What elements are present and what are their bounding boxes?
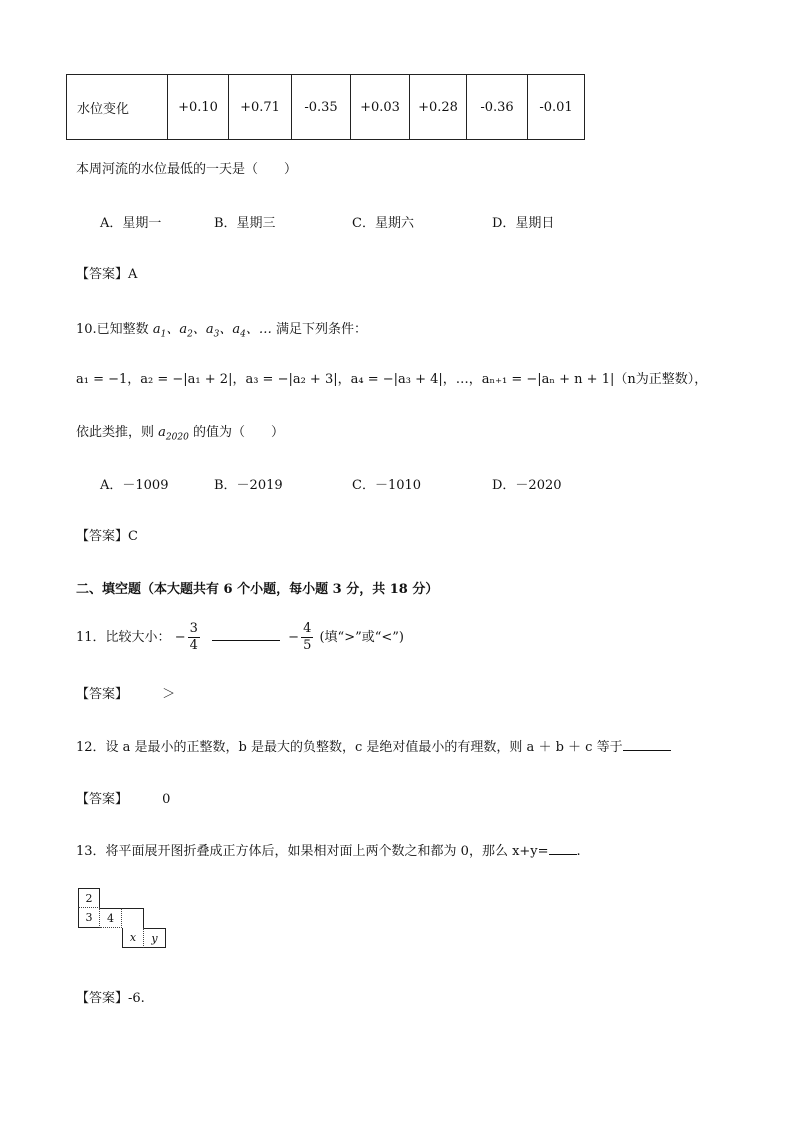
q10-line3	[76, 421, 284, 443]
q11-prefix: 11．比较大小：	[76, 630, 171, 645]
q13-stem-end: .	[576, 844, 581, 859]
q12-answer	[76, 788, 170, 807]
q12-stem	[76, 736, 671, 755]
answer-blank[interactable]	[212, 640, 280, 641]
q11-suffix: (填“>”或“<”)	[319, 630, 404, 645]
q9-stem: 本周河流的水位最低的一天是（ ）	[76, 162, 298, 177]
net-cell: y	[144, 928, 166, 948]
net-cell: 2	[78, 888, 100, 908]
table-cell: +0.03	[351, 75, 410, 140]
q10-line3-prefix: 依此类推，则	[76, 425, 155, 440]
table-cell: -0.35	[292, 75, 351, 140]
q9-option-c: C．星期六	[352, 216, 414, 231]
fraction-denominator: 4	[189, 638, 198, 653]
q9-option-d: D．星期日	[492, 216, 555, 231]
q10-option-d: D．－2020	[492, 478, 562, 493]
fraction-numerator: 4	[303, 621, 312, 636]
q10-option-b: B．－2019	[214, 478, 283, 493]
answer-value: ＞	[162, 687, 176, 702]
net-cell: 4	[100, 908, 122, 928]
answer-label: 【答案】	[76, 792, 129, 807]
table-cell: +0.28	[410, 75, 467, 140]
water-level-table	[66, 74, 585, 140]
minus-sign: −	[288, 630, 300, 645]
table-cell: +0.10	[168, 75, 229, 140]
q10-formula: a₁ = −1，a₂ = −|a₁ + 2|，a₃ = −|a₂ + 3|，a₄ = −|a₃ + 4|，…，aₙ₊₁ = −|aₙ + n + 1|（n为正整数），	[76, 372, 708, 387]
q11-answer	[76, 683, 175, 702]
fraction-4-5	[301, 621, 313, 654]
table-cell: -0.36	[467, 75, 528, 140]
answer-value: 0	[162, 792, 171, 807]
net-cell: 3	[78, 908, 100, 928]
minus-sign: −	[174, 630, 186, 645]
fraction-denominator: 5	[303, 638, 312, 653]
answer-blank[interactable]	[549, 854, 577, 855]
cube-net-diagram	[78, 888, 178, 954]
q10-option-c: C．－1010	[352, 478, 422, 493]
net-cell	[122, 908, 144, 928]
q12-stem-text: 12．设 a 是最小的正整数，b 是最大的负整数，c 是绝对值最小的有理数，则 a ＋ b ＋ c 等于	[76, 740, 623, 755]
q10-option-a: A．－1009	[100, 478, 169, 493]
q9-option-b: B．星期三	[214, 216, 276, 231]
table-cell: -0.01	[528, 75, 585, 140]
fraction-numerator: 3	[189, 621, 198, 636]
net-cell: x	[122, 928, 144, 948]
q13-stem	[76, 840, 581, 859]
q10-stem	[76, 318, 367, 340]
q10-stem-suffix: 满足下列条件：	[275, 322, 367, 337]
section-title: 二、填空题（本大题共有 6 个小题，每小题 3 分，共 18 分）	[76, 582, 439, 597]
q9-option-a: A．星期一	[100, 216, 162, 231]
table-row	[67, 75, 585, 140]
q10-stem-prefix: 10.已知整数	[76, 322, 149, 337]
answer-blank[interactable]	[623, 750, 671, 751]
math-a2020: $a_{2020}$	[158, 425, 189, 443]
table-header-cell: 水位变化	[67, 75, 168, 140]
q10-line3-suffix: 的值为（ ）	[192, 425, 284, 440]
table-cell: +0.71	[229, 75, 292, 140]
math-sequence-list: $a_1$、$a_2$、$a_3$、$a_4$、…	[152, 322, 272, 340]
q10-answer: 【答案】C	[76, 529, 138, 544]
q13-answer: 【答案】-6.	[76, 991, 145, 1006]
q9-answer: 【答案】A	[76, 267, 138, 282]
q11-stem	[76, 620, 404, 656]
answer-label: 【答案】	[76, 687, 129, 702]
q13-stem-text: 13．将平面展开图折叠成正方体后，如果相对面上两个数之和都为 0，那么 x+y=	[76, 844, 549, 859]
fraction-3-4	[188, 621, 200, 654]
